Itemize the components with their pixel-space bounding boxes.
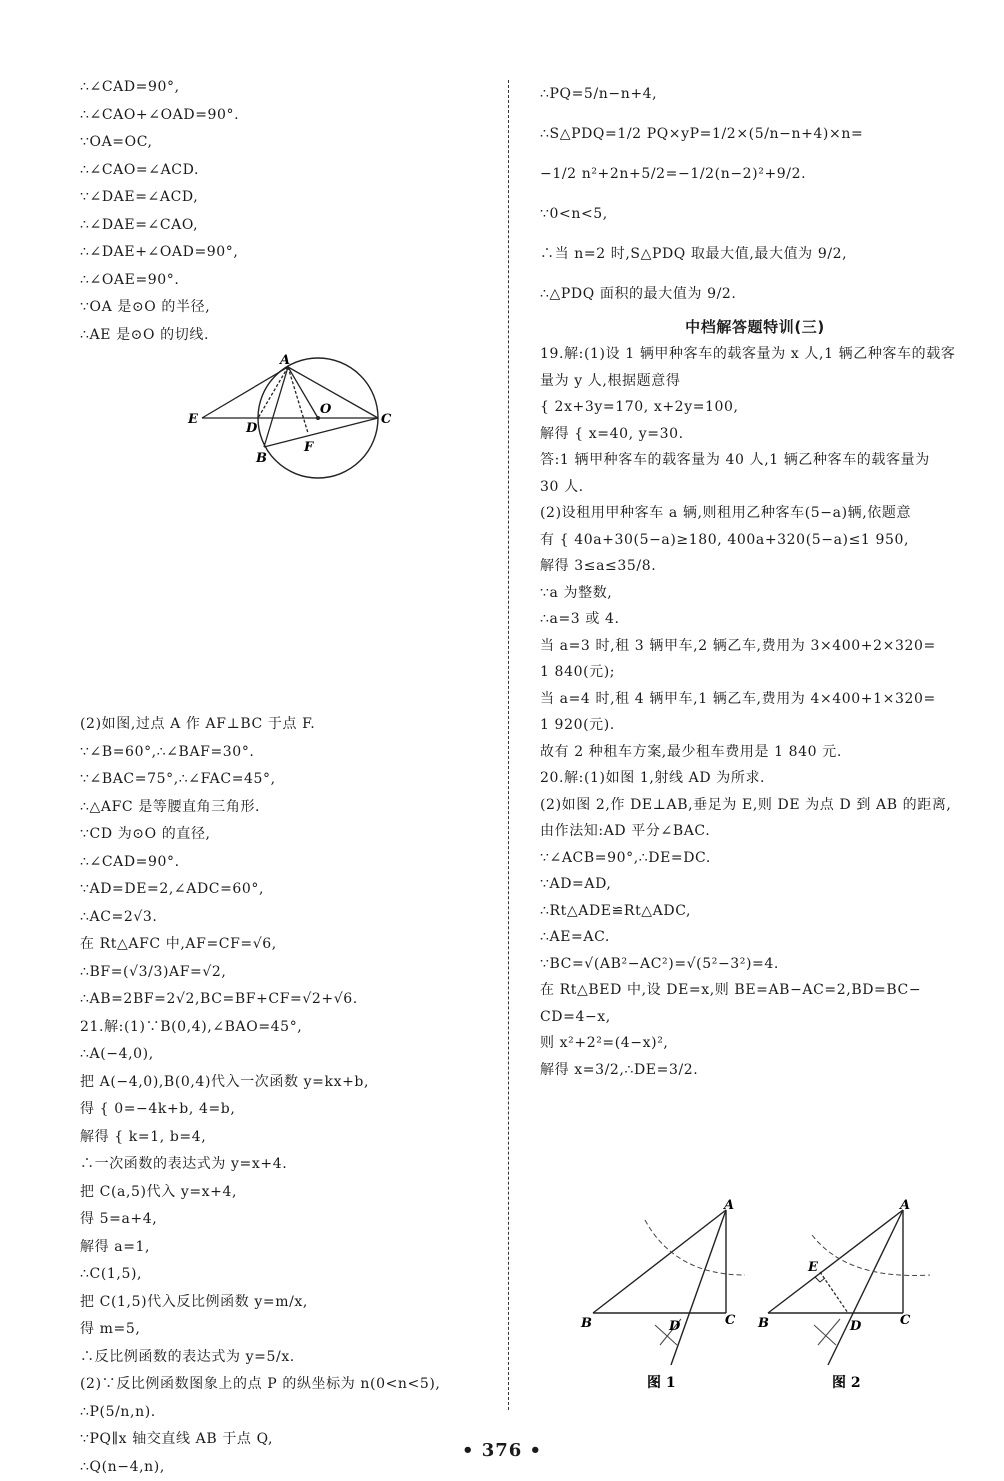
text-line: ∴BF=(√3/3)AF=√2,	[80, 959, 490, 987]
text-line: ∴S△PDQ=1/2 PQ×yP=1/2×(5/n−n+4)×n=	[540, 114, 970, 154]
text-line: ∵0<n<5,	[540, 194, 970, 234]
text-line: 21.解:(1)∵B(0,4),∠BAO=45°,	[80, 1014, 490, 1042]
right-column	[540, 74, 970, 1083]
fig1-arc	[645, 1220, 745, 1275]
left-solution-part2	[80, 711, 490, 1481]
text-line: 20.解:(1)如图 1,射线 AD 为所求.	[540, 765, 970, 792]
text-line: 解得 a=1,	[80, 1234, 490, 1262]
label-d: D	[245, 421, 258, 436]
fig1-side-ab	[593, 1210, 726, 1313]
line-ad	[258, 367, 288, 418]
fig1-caption: 图 1	[647, 1374, 676, 1391]
text-line: 把 C(a,5)代入 y=x+4,	[80, 1179, 490, 1207]
text-line: 得 { 0=−4k+b, 4=b,	[80, 1096, 490, 1124]
text-line: 解得 { x=40, y=30.	[540, 421, 970, 448]
text-line: ∴Rt△ADE≌Rt△ADC,	[540, 898, 970, 925]
text-line: ∴Q(n−4,n),	[80, 1454, 490, 1481]
figure-2	[752, 1195, 932, 1395]
text-line: ∵∠BAC=75°,∴∠FAC=45°,	[80, 766, 490, 794]
fig2-side-ab	[768, 1210, 903, 1313]
text-line: ∴PQ=5/n−n+4,	[540, 74, 970, 114]
text-line: ∴反比例函数的表达式为 y=5/x.	[80, 1344, 490, 1372]
text-line: 在 Rt△BED 中,设 DE=x,则 BE=AB−AC=2,BD=BC−	[540, 977, 970, 1004]
text-line: ∴P(5/n,n).	[80, 1399, 490, 1427]
text-line: ∴一次函数的表达式为 y=x+4.	[80, 1151, 490, 1179]
fig2-label-b: B	[757, 1316, 769, 1331]
fig2-label-c: C	[900, 1313, 911, 1328]
text-line: 量为 y 人,根据题意得	[540, 368, 970, 395]
text-line: 则 x²+2²=(4−x)²,	[540, 1030, 970, 1057]
text-line: (2)∵反比例函数图象上的点 P 的纵坐标为 n(0<n<5),	[80, 1371, 490, 1399]
label-e: E	[187, 412, 199, 427]
left-column	[80, 74, 490, 1481]
text-line: ∴AE=AC.	[540, 924, 970, 951]
text-line: ∴∠CAO=∠ACD.	[80, 157, 490, 185]
text-line: ∴C(1,5),	[80, 1261, 490, 1289]
text-line: 把 A(−4,0),B(0,4)代入一次函数 y=kx+b,	[80, 1069, 490, 1097]
fig2-cross-arcs	[814, 1319, 840, 1345]
text-line: 得 m=5,	[80, 1316, 490, 1344]
text-line: ∴当 n=2 时,S△PDQ 取最大值,最大值为 9/2,	[540, 234, 970, 274]
text-line: { 2x+3y=170, x+2y=100,	[540, 394, 970, 421]
text-line: ∵OA=OC,	[80, 129, 490, 157]
text-line: ∵CD 为⊙O 的直径,	[80, 821, 490, 849]
fig2-arc	[812, 1235, 930, 1276]
fig2-label-e: E	[807, 1260, 819, 1275]
text-line: (2)如图 2,作 DE⊥AB,垂足为 E,则 DE 为点 D 到 AB 的距离,	[540, 792, 970, 819]
left-solution-part1	[80, 74, 490, 349]
label-f: F	[303, 440, 314, 455]
text-line: ∴a=3 或 4.	[540, 606, 970, 633]
text-line: 在 Rt△AFC 中,AF=CF=√6,	[80, 931, 490, 959]
circle-tangent-figure	[180, 350, 410, 480]
text-line: ∴A(−4,0),	[80, 1041, 490, 1069]
text-line: 解得 { k=1, b=4,	[80, 1124, 490, 1152]
text-line: ∴∠CAD=90°.	[80, 849, 490, 877]
text-line: 故有 2 种租车方案,最少租车费用是 1 840 元.	[540, 739, 970, 766]
text-line: 解得 x=3/2,∴DE=3/2.	[540, 1057, 970, 1084]
line-bc	[264, 418, 378, 447]
text-line: ∴∠DAE+∠OAD=90°,	[80, 239, 490, 267]
text-line: ∴∠OAE=90°.	[80, 267, 490, 295]
right-solution-part2	[540, 341, 970, 1083]
text-line: 30 人.	[540, 474, 970, 501]
text-line: ∵∠B=60°,∴∠BAF=30°.	[80, 739, 490, 767]
label-o: O	[320, 402, 332, 417]
fig1-label-c: C	[725, 1313, 736, 1328]
text-line: ∵AD=AD,	[540, 871, 970, 898]
text-line: ∵∠DAE=∠ACD,	[80, 184, 490, 212]
text-line: (2)设租用甲种客车 a 辆,则租用乙种客车(5−a)辆,依题意	[540, 500, 970, 527]
text-line: ∵a 为整数,	[540, 580, 970, 607]
text-line: ∴△PDQ 面积的最大值为 9/2.	[540, 274, 970, 314]
fig1-label-a: A	[722, 1198, 734, 1213]
column-divider	[508, 80, 509, 1410]
text-line: 1 920(元).	[540, 712, 970, 739]
text-line: (2)如图,过点 A 作 AF⊥BC 于点 F.	[80, 711, 490, 739]
text-line: 19.解:(1)设 1 辆甲种客车的载客量为 x 人,1 辆乙种客车的载客	[540, 341, 970, 368]
radius-oa	[288, 367, 318, 418]
text-line: 1 840(元);	[540, 659, 970, 686]
fig2-ray-ad	[828, 1210, 903, 1365]
text-line: 有 { 40a+30(5−a)≥180, 400a+320(5−a)≤1 950,	[540, 527, 970, 554]
text-line: ∴△AFC 是等腰直角三角形.	[80, 794, 490, 822]
text-line: 答:1 辆甲种客车的载客量为 40 人,1 辆乙种客车的载客量为	[540, 447, 970, 474]
text-line: 把 C(1,5)代入反比例函数 y=m/x,	[80, 1289, 490, 1317]
text-line: ∵AD=DE=2,∠ADC=60°,	[80, 876, 490, 904]
text-line: ∵BC=√(AB²−AC²)=√(5²−3²)=4.	[540, 951, 970, 978]
text-line: ∴AB=2BF=2√2,BC=BF+CF=√2+√6.	[80, 986, 490, 1014]
text-line: ∴∠CAD=90°,	[80, 74, 490, 102]
text-line: ∵∠ACB=90°,∴DE=DC.	[540, 845, 970, 872]
label-c: C	[381, 412, 392, 427]
text-line: ∴AC=2√3.	[80, 904, 490, 932]
fig1-ray-ad	[671, 1210, 726, 1365]
text-line: 当 a=3 时,租 3 辆甲车,2 辆乙车,费用为 3×400+2×320=	[540, 633, 970, 660]
text-line: −1/2 n²+2n+5/2=−1/2(n−2)²+9/2.	[540, 154, 970, 194]
text-line: 解得 3≤a≤35/8.	[540, 553, 970, 580]
text-line: CD=4−x,	[540, 1004, 970, 1031]
fig2-label-a: A	[898, 1198, 910, 1213]
fig2-label-d: D	[849, 1319, 862, 1334]
label-b: B	[255, 451, 267, 466]
text-line: 得 5=a+4,	[80, 1206, 490, 1234]
label-a: A	[278, 353, 290, 368]
fig1-label-d: D	[668, 1319, 681, 1334]
text-line: ∴∠DAE=∠CAO,	[80, 212, 490, 240]
text-line: 当 a=4 时,租 4 辆甲车,1 辆乙车,费用为 4×400+1×320=	[540, 686, 970, 713]
text-line: ∴∠CAO+∠OAD=90°.	[80, 102, 490, 130]
right-solution-part1	[540, 74, 970, 314]
fig1-label-b: B	[580, 1316, 592, 1331]
text-line: 由作法知:AD 平分∠BAC.	[540, 818, 970, 845]
text-line: ∵PQ∥x 轴交直线 AB 于点 Q,	[80, 1426, 490, 1454]
fig2-caption: 图 2	[832, 1374, 861, 1391]
figure-1	[575, 1195, 745, 1395]
text-line: ∵OA 是⊙O 的半径,	[80, 294, 490, 322]
section-title: 中档解答题特训(三)	[540, 314, 970, 341]
text-line: ∴AE 是⊙O 的切线.	[80, 322, 490, 350]
page-number: • 376 •	[0, 1440, 1004, 1461]
